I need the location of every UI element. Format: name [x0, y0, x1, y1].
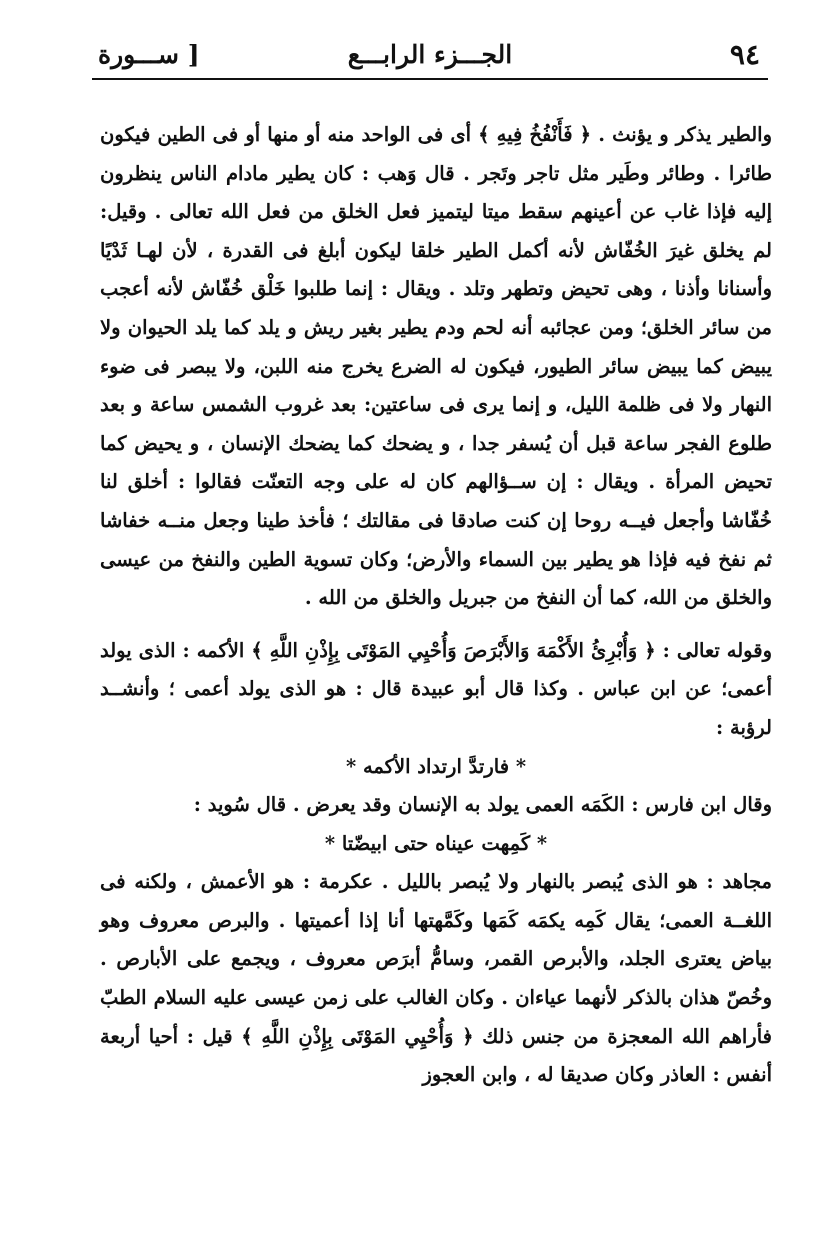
sura-label: [ ســـورة [98, 40, 200, 69]
page-number: ٩٤ [729, 38, 760, 71]
verse-line: * فارتدَّ ارتداد الأكمه * [345, 754, 527, 778]
paragraph: وقال ابن فارس : الكَمَه العمى يولد به الإنسان وقد يعرض . قال سُويد : [193, 793, 772, 817]
page-header [92, 34, 768, 84]
paragraph: وقوله تعالى : ﴿ وَأُبْرِئُ الأَكْمَهَ وَالأَبْرَصَ وَأُحْيِي المَوْتَى بِإِذْنِ اللَّهِ ﴾ الأكمه : الذى يولد أعمى؛ عن ابن عباس . وكذا قال أبو عبيدة قال : هو الذى يولد أعمى ؛ وأنشــد لرؤبة : [100, 638, 772, 739]
verse-line: * كَمِهت عيناه حتى ابيضّتا * [324, 831, 548, 855]
header-rule [92, 78, 768, 80]
paragraph: مجاهد : هو الذى يُبصر بالنهار ولا يُبصر بالليل . عكرمة : هو الأعمش ، ولكنه فى اللغــة العمى؛ يقال كَمِه يكمَه كَمَها وكَمَّهتها أنا إذا أعميتها . والبرص معروف وهو بياض يعترى الجلد، والأبرص القمر، وسامُّ أبرَص معروف ، ويجمع على الأبارص . وخُصّ هذان بالذكر لأنهما عياءان . وكان الغالب على زمن عيسى عليه السلام الطبّ فأراهم الله المعجزة من جنس ذلك ﴿ وَأُحْيِي المَوْتَى بِإِذْنِ اللَّهِ ﴾ قيل : أحيا أربعة أنفس : العاذر وكان صديقا له ، وابن العجوز [100, 870, 772, 1087]
running-title: الجـــزء الرابـــع [347, 40, 513, 69]
paragraph: والطير يذكر و يؤنث . ﴿ فَأَنْفُخُ فِيهِ ﴾ أى فى الواحد منه أو منها أو فى الطين فيكون طائرا . وطائر وطَير مثل تاجر وتَجر . قال وَهب : كان يطير مادام الناس ينظرون إليه فإذا غاب عن أعينهم سقط ميتا ليتميز فعل الخلق من فعل الله تعالى . وقيل: لم يخلق غيرَ الخُفّاش لأنه أكمل الطير خلقا ليكون أبلغ فى القدرة ، لأن لهـا ثَدْيًا وأسنانا وأذنا ، وهى تحيض وتطهر وتلد . ويقال : إنما طلبوا خَلْق خُفّاش لأنه أعجب من سائر الخلق؛ ومن عجائبه أنه لحم ودم يطير بغير ريش و يلد كما يلد الحيوان ولا يبيض كما يبيض سائر الطيور، فيكون له الضرع يخرج منه اللبن، ولا يبصر فى ضوء النهار ولا فى ظلمة الليل، و إنما يرى فى ساعتين: بعد غروب الشمس ساعة و بعد طلوع الفجر ساعة قبل أن يُسفر جدا ، و يضحك كما يضحك الإنسان ، و يحيض كما تحيض المرأة . ويقال : إن ســؤالهم كان له على وجه التعنّت فقالوا : أخلق لنا خُفّاشا وأجعل فيــه روحا إن كنت صادقا فى مقالتك ؛ فأخذ طينا وجعل منــه خفاشا ثم نفخ فيه فإذا هو يطير بين السماء والأرض؛ وكان تسوية الطين والنفخ من عيسى والخلق من الله، كما أن النفخ من جبريل والخلق من الله . [100, 123, 773, 610]
body-text [100, 116, 772, 1095]
